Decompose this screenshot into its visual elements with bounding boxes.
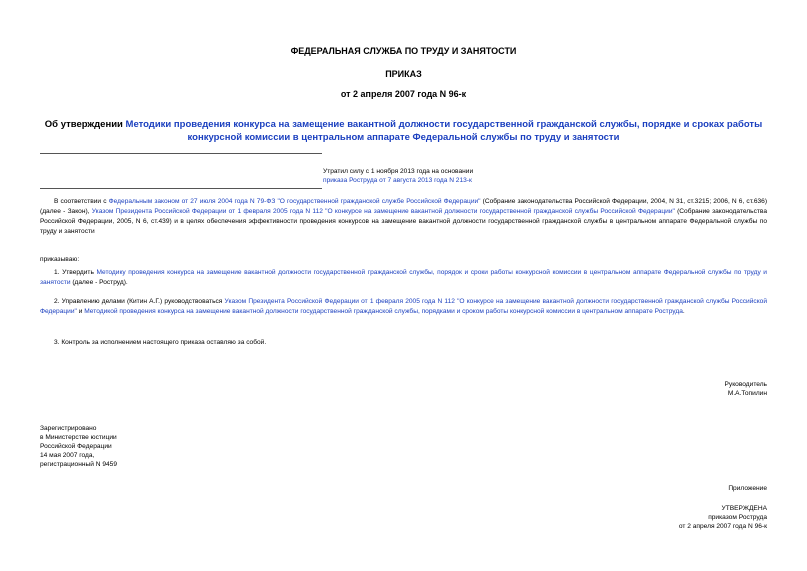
item2-methodology-link[interactable]: Методикой проведения конкурса на замещение вакантной должности государственной гражданской службы, порядками и сроком работы конкурсной комиссии в центральном аппарате Роструда (84, 308, 683, 315)
preamble-text-2: (Собрание законодательства Российской Федерации, 2004, N 31, ст.3215; 2006, N 6, ст.636) (далее - Закон), (40, 198, 768, 215)
registration-line: Зарегистрировано (40, 425, 97, 432)
signature-block (725, 380, 767, 398)
item1-text-2: (далее - Роструд). (70, 279, 128, 286)
document-title (30, 118, 777, 144)
federal-law-link[interactable]: Федеральным законом от 27 июля 2004 года N 79-ФЗ "О государственной гражданской службе Российской Федерации" (108, 198, 481, 205)
order-item-1 (40, 268, 767, 288)
status-note (323, 167, 473, 185)
registration-line: Российской Федерации (40, 443, 112, 450)
preamble-text-1: В соответствии с (54, 198, 109, 205)
order-word: приказываю: (40, 256, 80, 263)
document-type: ПРИКАЗ (385, 69, 422, 79)
item1-methodology-link[interactable]: Методику проведения конкурса на замещение вакантной должности государственной гражданской службы, порядок и сроки работы конкурсной комиссии в центральном аппарате Федеральной службы по труду и занятости (40, 269, 767, 286)
appendix-date: от 2 апреля 2007 года N 96-к (678, 523, 767, 530)
registration-line: регистрационный N 9459 (40, 461, 118, 468)
order-item-2 (40, 297, 767, 317)
signature-role: Руководитель (724, 381, 767, 388)
document-date-number: от 2 апреля 2007 года N 96-к (340, 89, 467, 99)
appendix-label: Приложение (728, 485, 767, 492)
preamble-paragraph (40, 197, 767, 237)
registration-line: 14 мая 2007 года, (40, 452, 95, 459)
status-divider-bottom (40, 188, 322, 189)
item2-decree-link[interactable]: Указом Президента Российской Федерации от 1 февраля 2005 года N 112 "О конкурсе на замещение вакантной должности государственной гражданской службы Российской Федерации" (40, 298, 768, 315)
status-divider-top (40, 153, 322, 154)
item2-text-2: и (76, 308, 85, 315)
item2-text-1: 2. Управлению делами (Китин А.Г.) руководствоваться (54, 298, 225, 305)
item2-text-3: . (682, 308, 685, 315)
appendix-by-order: приказом Роструда (708, 514, 767, 521)
registration-block (40, 424, 117, 469)
status-repeal-link[interactable]: приказа Роструда от 7 августа 2013 года N 213-к (323, 177, 472, 184)
appendix-approval (679, 504, 767, 531)
agency-name: ФЕДЕРАЛЬНАЯ СЛУЖБА ПО ТРУДУ И ЗАНЯТОСТИ (290, 46, 517, 56)
registration-line: в Министерстве юстиции (40, 434, 117, 441)
item1-text-1: 1. Утвердить (54, 269, 97, 276)
title-prefix: Об утверждении (44, 119, 126, 130)
status-line: Утратил силу с 1 ноября 2013 года на основании (323, 168, 474, 175)
title-methodology-link[interactable]: Методики проведения конкурса на замещение вакантной должности государственной гражданской службы, порядке и сроках работы конкурсной комиссии в центральном аппарате Федеральной службы по труду и занятости (125, 119, 763, 143)
president-decree-link[interactable]: Указом Президента Российской Федерации от 1 февраля 2005 года N 112 "О конкурсе на замещение вакантной должности государственной гражданской службы Российской Федерации" (91, 208, 675, 215)
signature-name: М.А.Топилин (727, 390, 767, 397)
appendix-approved: УТВЕРЖДЕНА (721, 505, 767, 512)
order-item-3: 3. Контроль за исполнением настоящего приказа оставляю за собой. (54, 339, 267, 346)
preamble-text-3: (Собрание законодательства Российской Федерации, 2005, N 6, ст.439) и в целях обеспечения эффективности проведения конкурсов на замещение вакантной должности государственной гражданской службы в центральном аппарате Федеральной службы по труду и занятости (40, 208, 768, 235)
